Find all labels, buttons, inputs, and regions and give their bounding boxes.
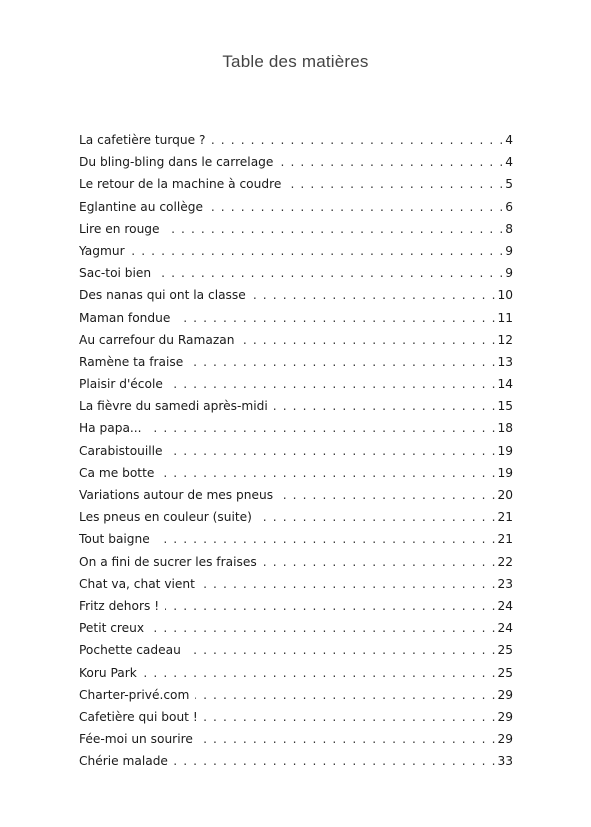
toc-entry-title: Eglantine au collège <box>79 199 204 214</box>
toc-entry-title: Chat va, chat vient <box>79 576 195 591</box>
dot-leader <box>157 262 503 284</box>
toc-entry-page-number: 9 <box>505 243 513 258</box>
toc-entry <box>79 351 513 373</box>
toc-entry-page-number: 8 <box>505 221 513 236</box>
dot-leader <box>279 484 495 506</box>
toc-entry-page-number: 24 <box>497 598 513 613</box>
dot-leader <box>287 173 503 195</box>
dot-leader <box>166 218 504 240</box>
toc-entry-title: Ha papa... <box>79 421 142 436</box>
toc-entry <box>79 284 513 306</box>
toc-entry-page-number: 19 <box>497 465 513 480</box>
toc-entry-title: On a fini de sucrer les fraises <box>79 554 257 569</box>
dot-leader <box>258 506 496 528</box>
toc-entry-title: Plaisir d'école <box>79 377 163 392</box>
toc-entry-title: Chérie malade <box>79 754 168 769</box>
toc-entry <box>79 262 513 284</box>
toc-entry-title: Tout baigne <box>79 532 150 547</box>
toc-entry <box>79 528 513 550</box>
dot-leader <box>209 196 503 218</box>
toc-entry-page-number: 10 <box>497 288 513 303</box>
toc-entry-page-number: 15 <box>497 399 513 414</box>
toc-entry-title: Le retour de la machine à coudre <box>79 177 282 192</box>
toc-entry <box>79 684 513 706</box>
toc-entry-page-number: 21 <box>497 510 513 525</box>
dot-leader <box>169 440 496 462</box>
toc-entry-title: Du bling-bling dans le carrelage <box>79 155 274 170</box>
toc-entry-page-number: 19 <box>497 443 513 458</box>
toc-entry-title: Koru Park <box>79 665 137 680</box>
toc-entry <box>79 706 513 728</box>
dot-leader <box>240 329 495 351</box>
dot-leader <box>201 573 496 595</box>
toc-entry <box>79 595 513 617</box>
toc-entry-title: Charter-privé.com <box>79 687 190 702</box>
toc-entry-page-number: 13 <box>497 354 513 369</box>
toc-entry <box>79 506 513 528</box>
toc-entry-title: Sac-toi bien <box>79 266 152 281</box>
toc-entry-page-number: 29 <box>497 709 513 724</box>
dot-leader <box>211 129 503 151</box>
toc-entry <box>79 617 513 639</box>
toc-entry-title: Pochette cadeau <box>79 643 181 658</box>
toc-list <box>79 129 513 772</box>
toc-entry-title: Variations autour de mes pneus <box>79 488 274 502</box>
toc-entry-page-number: 4 <box>505 133 513 147</box>
toc-entry <box>79 417 513 439</box>
toc-entry <box>79 240 513 262</box>
toc-entry-title: La cafetière turque ? <box>79 133 206 147</box>
toc-entry-page-number: 33 <box>497 754 513 769</box>
dot-leader <box>156 528 496 550</box>
toc-entry-title: Fritz dehors ! <box>79 598 160 613</box>
toc-entry-page-number: 22 <box>497 554 513 569</box>
dot-leader <box>148 417 496 439</box>
toc-entry-page-number: 14 <box>497 377 513 392</box>
toc-entry <box>79 373 513 395</box>
toc-entry-page-number: 12 <box>497 332 513 347</box>
toc-entry-title: Ramène ta fraise <box>79 354 184 369</box>
dot-leader <box>204 706 496 728</box>
dot-leader <box>274 395 496 417</box>
toc-entry-title: Cafetière qui bout ! <box>79 709 198 724</box>
toc-entry-page-number: 18 <box>497 421 513 436</box>
dot-leader <box>252 284 496 306</box>
dot-leader <box>279 151 503 173</box>
toc-entry-page-number: 5 <box>505 177 513 192</box>
dot-leader <box>199 728 496 750</box>
dot-leader <box>174 750 496 772</box>
toc-entry <box>79 639 513 661</box>
toc-entry <box>79 307 513 329</box>
toc-entry-title: Fée-moi un sourire <box>79 732 193 747</box>
toc-entry-title: Carabistouille <box>79 443 163 458</box>
toc-entry <box>79 329 513 351</box>
dot-leader <box>131 240 504 262</box>
toc-entry-title: Lire en rouge <box>79 221 160 236</box>
toc-entry-page-number: 24 <box>497 621 513 636</box>
toc-entry <box>79 728 513 750</box>
toc-entry-page-number: 29 <box>497 732 513 747</box>
toc-entry-page-number: 25 <box>497 665 513 680</box>
toc-entry <box>79 573 513 595</box>
toc-entry <box>79 750 513 772</box>
dot-leader <box>195 684 495 706</box>
toc-entry <box>79 196 513 218</box>
toc-entry <box>79 129 513 151</box>
toc-entry-page-number: 25 <box>497 643 513 658</box>
toc-entry <box>79 173 513 195</box>
toc-entry <box>79 395 513 417</box>
dot-leader <box>176 307 495 329</box>
toc-entry-title: La fièvre du samedi après-midi <box>79 399 268 414</box>
toc-entry <box>79 440 513 462</box>
toc-entry-title: Des nanas qui ont la classe <box>79 288 246 303</box>
toc-entry <box>79 151 513 173</box>
dot-leader <box>143 662 496 684</box>
dot-leader <box>189 351 495 373</box>
toc-entry-title: Yagmur <box>79 243 125 258</box>
toc-entry <box>79 462 513 484</box>
toc-entry-page-number: 29 <box>497 687 513 702</box>
dot-leader <box>160 462 495 484</box>
toc-entry-page-number: 6 <box>505 199 513 214</box>
toc-entry-title: Maman fondue <box>79 310 171 325</box>
page-title: Table des matières <box>222 52 369 71</box>
toc-entry <box>79 218 513 240</box>
toc-entry-page-number: 23 <box>497 576 513 591</box>
toc-entry-page-number: 21 <box>497 532 513 547</box>
dot-leader <box>263 551 496 573</box>
toc-entry <box>79 484 513 506</box>
dot-leader <box>165 595 495 617</box>
toc-entry-title: Petit creux <box>79 621 145 636</box>
toc-entry-title: Au carrefour du Ramazan <box>79 332 235 347</box>
toc-entry-title: Ca me botte <box>79 465 155 480</box>
toc-entry-page-number: 20 <box>497 488 513 502</box>
toc-entry <box>79 662 513 684</box>
dot-leader <box>169 373 496 395</box>
toc-entry-page-number: 11 <box>497 310 513 325</box>
toc-entry-title: Les pneus en couleur (suite) <box>79 510 252 525</box>
toc-entry-page-number: 4 <box>505 155 513 170</box>
toc-entry <box>79 551 513 573</box>
dot-leader <box>187 639 496 661</box>
dot-leader <box>150 617 495 639</box>
toc-entry-page-number: 9 <box>505 266 513 281</box>
